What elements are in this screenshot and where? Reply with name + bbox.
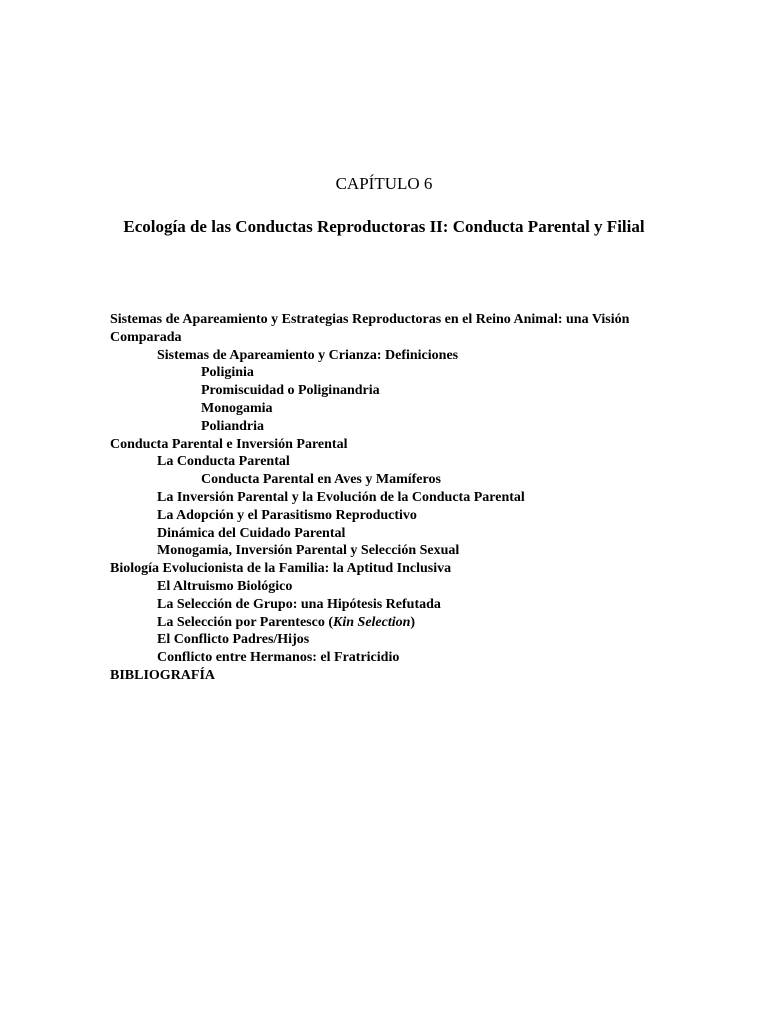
table-of-contents (110, 311, 670, 685)
toc-subsection-item (110, 614, 670, 632)
toc-subsection-item: La Conducta Parental (157, 454, 290, 470)
toc-subsubsection-item: Monogamia (201, 400, 273, 416)
toc-section-item: Conducta Parental e Inversión Parental (110, 436, 348, 452)
toc-subsubsection-item: Conducta Parental en Aves y Mamíferos (201, 472, 441, 488)
toc-subsection-item: La Selección de Grupo: una Hipótesis Refutada (157, 596, 441, 612)
toc-bibliography-item: BIBLIOGRAFÍA (110, 667, 216, 683)
toc-subsection-item: Monogamia, Inversión Parental y Selección Sexual (157, 543, 460, 559)
toc-subsection-item: El Conflicto Padres/Hijos (157, 632, 310, 648)
toc-subsection-item: Sistemas de Apareamiento y Crianza: Definiciones (157, 347, 459, 363)
toc-item-italic-text: Kin Selection (333, 614, 411, 630)
chapter-title: Ecología de las Conductas Reproductoras II: Conducta Parental y Filial (123, 217, 645, 236)
toc-section-item: Sistemas de Apareamiento y Estrategias Reproductoras en el Reino Animal: una Visión Comparada (110, 312, 630, 345)
toc-item-text: La Selección por Parentesco ( (157, 614, 334, 630)
toc-item-text: ) (410, 614, 416, 630)
toc-subsection-item: La Adopción y el Parasitismo Reproductivo (157, 507, 417, 523)
toc-section-item: Biología Evolucionista de la Familia: la Aptitud Inclusiva (110, 561, 452, 577)
toc-subsection-item: La Inversión Parental y la Evolución de la Conducta Parental (157, 489, 525, 505)
toc-subsubsection-item: Poliginia (201, 365, 254, 381)
toc-subsection-item: El Altruismo Biológico (157, 578, 293, 594)
toc-subsubsection-item: Promiscuidad o Poliginandria (201, 383, 380, 399)
toc-subsection-item: Conflicto entre Hermanos: el Fratricidio (157, 650, 400, 666)
toc-subsubsection-item: Poliandria (201, 418, 265, 434)
chapter-heading: CAPÍTULO 6 (335, 174, 433, 193)
toc-subsection-item: Dinámica del Cuidado Parental (157, 525, 346, 541)
